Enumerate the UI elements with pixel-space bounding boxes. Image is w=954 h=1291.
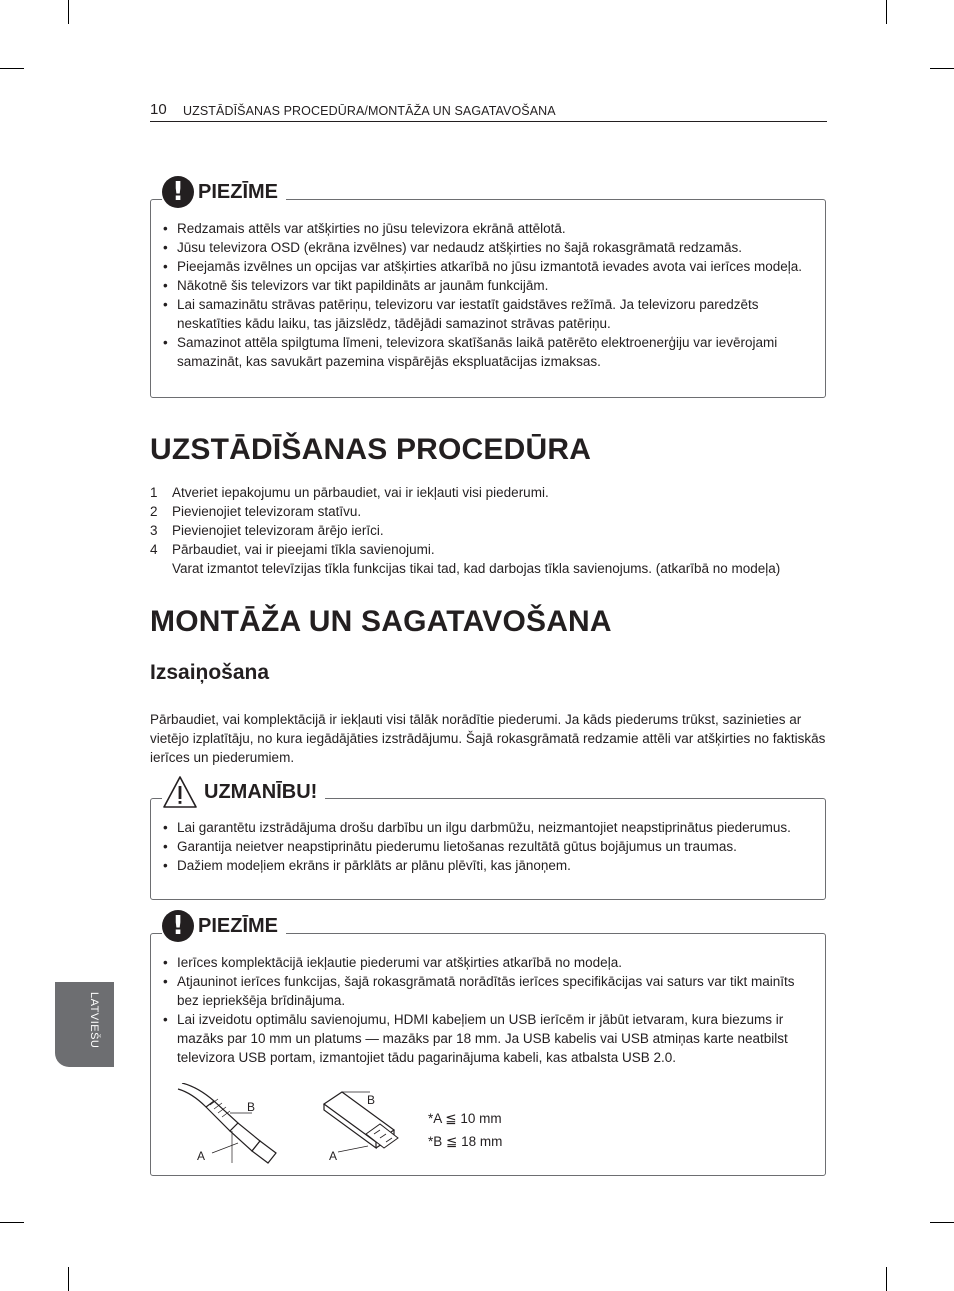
- steps-list: [150, 483, 840, 578]
- list-item: • Dažiem modeļiem ekrāns ir pārklāts ar plānu plēvīti, kas jānoņem.: [163, 856, 813, 875]
- step-item: 2 Pievienojiet televizoram statīvu.: [150, 504, 362, 519]
- dimension-label-b: B: [367, 1093, 376, 1107]
- warning-triangle-icon: [162, 775, 198, 809]
- section-title: UZSTĀDĪŠANAS PROCEDŪRA: [150, 433, 592, 466]
- caution-box: [150, 798, 826, 900]
- exclamation-icon: !: [162, 176, 194, 208]
- section-title: MONTĀŽA UN SAGATAVOŠANA: [150, 605, 612, 638]
- note-title: [162, 176, 286, 208]
- spec-a: *A ≦ 10 mm: [428, 1111, 502, 1126]
- crop-mark: [886, 0, 887, 24]
- step-item: 1 Atveriet iepakojumu un pārbaudiet, vai ir iekļauti visi piederumi.: [150, 485, 549, 500]
- list-item: • Nākotnē šis televizors var tikt papildināts ar jaunām funkcijām.: [163, 276, 813, 295]
- hdmi-connector-illustration: [172, 1083, 282, 1168]
- caution-title: [162, 775, 325, 809]
- page-number: 10: [150, 101, 167, 118]
- list-item: • Jūsu televizora OSD (ekrāna izvēlnes) var nedaudz atšķirties no šajā rokasgrāmatā redzamās.: [163, 238, 813, 257]
- list-item: • Lai samazinātu strāvas patēriņu, televizoru var iestatīt gaidstāves režīmā. Ja televizoru paredzēts neskatīties kādu laiku, tas jāizslēdz, tādējādi samazinot strāvas patēriņu.: [163, 295, 813, 333]
- language-tab: [55, 982, 114, 1067]
- spec-b: *B ≦ 18 mm: [428, 1134, 503, 1149]
- subsection-title: Izsaiņošana: [150, 661, 270, 684]
- note-title: [162, 910, 286, 942]
- list-item: • Lai garantētu izstrādājuma drošu darbību un ilgu darbmūžu, neizmantojiet neapstiprinātus piederumus.: [163, 818, 813, 837]
- crop-mark: [0, 68, 24, 69]
- step-item: 4 Pārbaudiet, vai ir pieejami tīkla savienojumi.: [150, 542, 435, 557]
- dimension-label-b: B: [247, 1100, 256, 1114]
- list-item: • Ierīces komplektācijā iekļautie piederumi var atšķirties atkarībā no modeļa.: [163, 953, 813, 972]
- list-item: • Lai izveidotu optimālu savienojumu, HDMI kabeļiem un USB ierīcēm ir jābūt ietvaram, kura biezums ir mazāks par 10 mm un platums — mazāks par 18 mm. Ja USB kabelis vai USB atmiņas karte neatbilst televizora USB portam, izmantojiet tādu pagarinājuma kabeli, kas atbalsta USB 2.0.: [163, 1010, 813, 1067]
- step-item: Varat izmantot televīzijas tīkla funkcijas tikai tad, kad darbojas tīkla savienojums. (atkarībā no modeļa): [172, 561, 781, 576]
- note-label: PIEZĪME: [198, 180, 279, 203]
- crop-mark: [886, 1267, 887, 1291]
- crop-mark: [68, 1267, 69, 1291]
- list-item: • Garantija neietver neapstiprinātu piederumu lietošanas rezultātā gūtus bojājumus un traumas.: [163, 837, 813, 856]
- caution-label: UZMANĪBU!: [204, 780, 318, 803]
- header-rule: [150, 121, 827, 122]
- dimension-label-a: A: [197, 1149, 206, 1163]
- list-item: • Redzamais attēls var atšķirties no jūsu televizora ekrānā attēlotā.: [163, 219, 813, 238]
- note-label: PIEZĪME: [198, 914, 279, 937]
- crop-mark: [68, 0, 69, 24]
- list-item: • Atjauninot ierīces funkcijas, šajā rokasgrāmatā norādītās ierīces specifikācijas vai saturs var tikt mainīts bez iepriekšēja brīdinājuma.: [163, 972, 813, 1010]
- crop-mark: [0, 1222, 24, 1223]
- language-tab-label: LATVIEŠU: [88, 992, 100, 1049]
- unpacking-paragraph: Pārbaudiet, vai komplektācijā ir iekļauti visi tālāk norādītie piederumi. Ja kāds piederums trūkst, sazinieties ar vietējo izplatītāju, no kura iegādājāties izstrādājumu. Šajā rokasgrāmatā redzamie attēli var atšķirties no faktiskās ierīces un piederumiem.: [150, 712, 826, 765]
- running-title: UZSTĀDĪŠANAS PROCEDŪRA/MONTĀŽA UN SAGATAVOŠANA: [183, 104, 556, 118]
- list-item: • Pieejamās izvēlnes un opcijas var atšķirties atkarībā no jūsu izmantotā ievades avota vai ierīces modeļa.: [163, 257, 813, 276]
- note-box: [150, 199, 826, 398]
- crop-mark: [930, 68, 954, 69]
- dimension-label-a: A: [329, 1149, 338, 1163]
- list-item: • Samazinot attēla spilgtuma līmeni, televizora skatīšanās laikā patērēto elektroenerģiju var ievērojami samazināt, kas savukārt pazemina vispārējās ekspluatācijas izmaksas.: [163, 333, 813, 371]
- exclamation-icon: !: [162, 910, 194, 942]
- step-item: 3 Pievienojiet televizoram ārējo ierīci.: [150, 523, 384, 538]
- crop-mark: [930, 1222, 954, 1223]
